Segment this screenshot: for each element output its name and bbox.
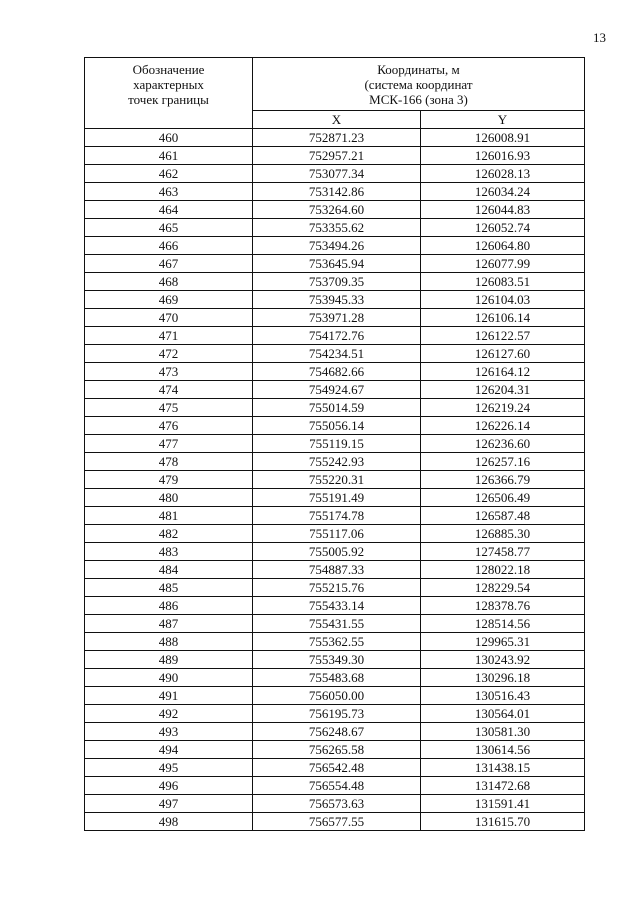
point-number-cell: 475	[85, 399, 253, 417]
y-coordinate-cell: 126257.16	[421, 453, 585, 471]
y-coordinate-cell: 126885.30	[421, 525, 585, 543]
y-coordinate-cell: 130296.18	[421, 669, 585, 687]
x-coordinate-cell: 753709.35	[253, 273, 421, 291]
y-coordinate-cell: 128229.54	[421, 579, 585, 597]
x-coordinate-cell: 755242.93	[253, 453, 421, 471]
table-row	[85, 363, 585, 381]
table-row	[85, 129, 585, 147]
table-row	[85, 795, 585, 813]
y-coordinate-cell: 126028.13	[421, 165, 585, 183]
x-coordinate-cell: 755005.92	[253, 543, 421, 561]
x-coordinate-cell: 755483.68	[253, 669, 421, 687]
point-number-cell: 485	[85, 579, 253, 597]
point-number-cell: 494	[85, 741, 253, 759]
x-coordinate-cell: 754172.76	[253, 327, 421, 345]
coordinates-header-line-2: (система координат	[364, 76, 473, 92]
point-number-cell: 477	[85, 435, 253, 453]
table-row	[85, 345, 585, 363]
x-coordinate-cell: 755349.30	[253, 651, 421, 669]
point-number-cell: 496	[85, 777, 253, 795]
point-number-cell: 495	[85, 759, 253, 777]
point-number-cell: 480	[85, 489, 253, 507]
point-number-cell: 466	[85, 237, 253, 255]
table-row	[85, 489, 585, 507]
table-row	[85, 417, 585, 435]
y-coordinate-cell: 126008.91	[421, 129, 585, 147]
table-row	[85, 435, 585, 453]
coordinates-header-line-1: Координаты, м	[377, 61, 460, 77]
y-coordinate-cell: 126064.80	[421, 237, 585, 255]
point-number-cell: 468	[85, 273, 253, 291]
x-coordinate-cell: 753355.62	[253, 219, 421, 237]
table-row	[85, 543, 585, 561]
x-coordinate-cell: 753077.34	[253, 165, 421, 183]
y-coordinate-cell: 126587.48	[421, 507, 585, 525]
point-number-cell: 493	[85, 723, 253, 741]
table-row	[85, 525, 585, 543]
point-number-cell: 467	[85, 255, 253, 273]
table-row	[85, 399, 585, 417]
x-coordinate-cell: 753945.33	[253, 291, 421, 309]
x-coordinate-cell: 752957.21	[253, 147, 421, 165]
x-coordinate-cell: 753264.60	[253, 201, 421, 219]
point-number-cell: 479	[85, 471, 253, 489]
y-coordinate-cell: 130564.01	[421, 705, 585, 723]
x-coordinate-cell: 756248.67	[253, 723, 421, 741]
coordinates-header-line-3: МСК-166 (зона 3)	[369, 91, 468, 107]
x-coordinate-cell: 756554.48	[253, 777, 421, 795]
y-coordinate-cell: 131438.15	[421, 759, 585, 777]
point-number-cell: 460	[85, 129, 253, 147]
table-row	[85, 651, 585, 669]
x-coordinate-cell: 753971.28	[253, 309, 421, 327]
table-row	[85, 579, 585, 597]
point-number-cell: 483	[85, 543, 253, 561]
y-coordinate-cell: 131591.41	[421, 795, 585, 813]
page-number: 13	[593, 30, 606, 45]
y-coordinate-cell: 126226.14	[421, 417, 585, 435]
table-row	[85, 705, 585, 723]
x-coordinate-cell: 754682.66	[253, 363, 421, 381]
x-coordinate-cell: 755117.06	[253, 525, 421, 543]
x-coordinate-cell: 755433.14	[253, 597, 421, 615]
header-row	[85, 58, 585, 111]
x-coordinate-cell: 753645.94	[253, 255, 421, 273]
point-number-cell: 469	[85, 291, 253, 309]
point-number-cell: 488	[85, 633, 253, 651]
point-number-cell: 492	[85, 705, 253, 723]
table-header	[85, 58, 585, 129]
point-number-cell: 498	[85, 813, 253, 831]
x-coordinate-cell: 756573.63	[253, 795, 421, 813]
x-coordinate-cell: 756265.58	[253, 741, 421, 759]
designation-header-line-3: точек границы	[128, 92, 209, 107]
point-number-cell: 478	[85, 453, 253, 471]
designation-header	[85, 58, 253, 129]
y-coordinate-cell: 126104.03	[421, 291, 585, 309]
coordinates-table	[84, 57, 585, 831]
y-coordinate-cell: 126366.79	[421, 471, 585, 489]
x-coordinate-cell: 753142.86	[253, 183, 421, 201]
table-row	[85, 165, 585, 183]
table-row	[85, 219, 585, 237]
y-coordinate-cell: 126044.83	[421, 201, 585, 219]
point-number-cell: 491	[85, 687, 253, 705]
y-coordinate-cell: 130516.43	[421, 687, 585, 705]
table-row	[85, 201, 585, 219]
table-row	[85, 255, 585, 273]
x-coordinate-cell: 755014.59	[253, 399, 421, 417]
designation-header-line-1: Обозначение	[132, 62, 205, 77]
table-row	[85, 273, 585, 291]
table-row	[85, 183, 585, 201]
y-coordinate-cell: 130614.56	[421, 741, 585, 759]
x-coordinate-cell: 753494.26	[253, 237, 421, 255]
x-coordinate-cell: 752871.23	[253, 129, 421, 147]
y-coordinate-cell: 129965.31	[421, 633, 585, 651]
y-column-header: Y	[421, 111, 585, 129]
table-row	[85, 723, 585, 741]
point-number-cell: 486	[85, 597, 253, 615]
table-row	[85, 687, 585, 705]
y-coordinate-cell: 126506.49	[421, 489, 585, 507]
table-row	[85, 615, 585, 633]
point-number-cell: 484	[85, 561, 253, 579]
x-coordinate-cell: 755056.14	[253, 417, 421, 435]
point-number-cell: 473	[85, 363, 253, 381]
table-row	[85, 561, 585, 579]
table-row	[85, 381, 585, 399]
y-coordinate-cell: 126127.60	[421, 345, 585, 363]
table-row	[85, 741, 585, 759]
point-number-cell: 462	[85, 165, 253, 183]
point-number-cell: 470	[85, 309, 253, 327]
table-row	[85, 759, 585, 777]
point-number-cell: 482	[85, 525, 253, 543]
point-number-cell: 472	[85, 345, 253, 363]
y-coordinate-cell: 126164.12	[421, 363, 585, 381]
table-row	[85, 327, 585, 345]
designation-header-line-2: характерных	[133, 77, 204, 92]
table-row	[85, 309, 585, 327]
table-row	[85, 777, 585, 795]
table-body	[85, 129, 585, 831]
table-row	[85, 291, 585, 309]
x-coordinate-cell: 756050.00	[253, 687, 421, 705]
y-coordinate-cell: 128022.18	[421, 561, 585, 579]
y-coordinate-cell: 126219.24	[421, 399, 585, 417]
x-coordinate-cell: 755431.55	[253, 615, 421, 633]
y-coordinate-cell: 128378.76	[421, 597, 585, 615]
y-coordinate-cell: 126052.74	[421, 219, 585, 237]
table-row	[85, 597, 585, 615]
x-coordinate-cell: 754234.51	[253, 345, 421, 363]
y-coordinate-cell: 126204.31	[421, 381, 585, 399]
point-number-cell: 463	[85, 183, 253, 201]
x-coordinate-cell: 755215.76	[253, 579, 421, 597]
x-coordinate-cell: 754924.67	[253, 381, 421, 399]
y-coordinate-cell: 131615.70	[421, 813, 585, 831]
point-number-cell: 490	[85, 669, 253, 687]
y-coordinate-cell: 126034.24	[421, 183, 585, 201]
x-coordinate-cell: 755119.15	[253, 435, 421, 453]
table-row	[85, 453, 585, 471]
x-coordinate-cell: 755362.55	[253, 633, 421, 651]
y-coordinate-cell: 126016.93	[421, 147, 585, 165]
y-coordinate-cell: 131472.68	[421, 777, 585, 795]
table-row	[85, 507, 585, 525]
point-number-cell: 465	[85, 219, 253, 237]
point-number-cell: 461	[85, 147, 253, 165]
point-number-cell: 481	[85, 507, 253, 525]
x-coordinate-cell: 756195.73	[253, 705, 421, 723]
x-coordinate-cell: 755220.31	[253, 471, 421, 489]
table-row	[85, 147, 585, 165]
y-coordinate-cell: 126106.14	[421, 309, 585, 327]
point-number-cell: 489	[85, 651, 253, 669]
x-coordinate-cell: 755174.78	[253, 507, 421, 525]
coordinates-header	[253, 58, 585, 111]
y-coordinate-cell: 130243.92	[421, 651, 585, 669]
y-coordinate-cell: 130581.30	[421, 723, 585, 741]
point-number-cell: 497	[85, 795, 253, 813]
table-row	[85, 237, 585, 255]
point-number-cell: 474	[85, 381, 253, 399]
point-number-cell: 487	[85, 615, 253, 633]
y-coordinate-cell: 126077.99	[421, 255, 585, 273]
x-coordinate-cell: 756577.55	[253, 813, 421, 831]
point-number-cell: 476	[85, 417, 253, 435]
table-row	[85, 633, 585, 651]
y-coordinate-cell: 126122.57	[421, 327, 585, 345]
y-coordinate-cell: 126236.60	[421, 435, 585, 453]
table-row	[85, 471, 585, 489]
y-coordinate-cell: 128514.56	[421, 615, 585, 633]
x-coordinate-cell: 754887.33	[253, 561, 421, 579]
x-coordinate-cell: 756542.48	[253, 759, 421, 777]
point-number-cell: 464	[85, 201, 253, 219]
table-row	[85, 813, 585, 831]
x-column-header: X	[253, 111, 421, 129]
table-row	[85, 669, 585, 687]
point-number-cell: 471	[85, 327, 253, 345]
x-coordinate-cell: 755191.49	[253, 489, 421, 507]
y-coordinate-cell: 127458.77	[421, 543, 585, 561]
y-coordinate-cell: 126083.51	[421, 273, 585, 291]
